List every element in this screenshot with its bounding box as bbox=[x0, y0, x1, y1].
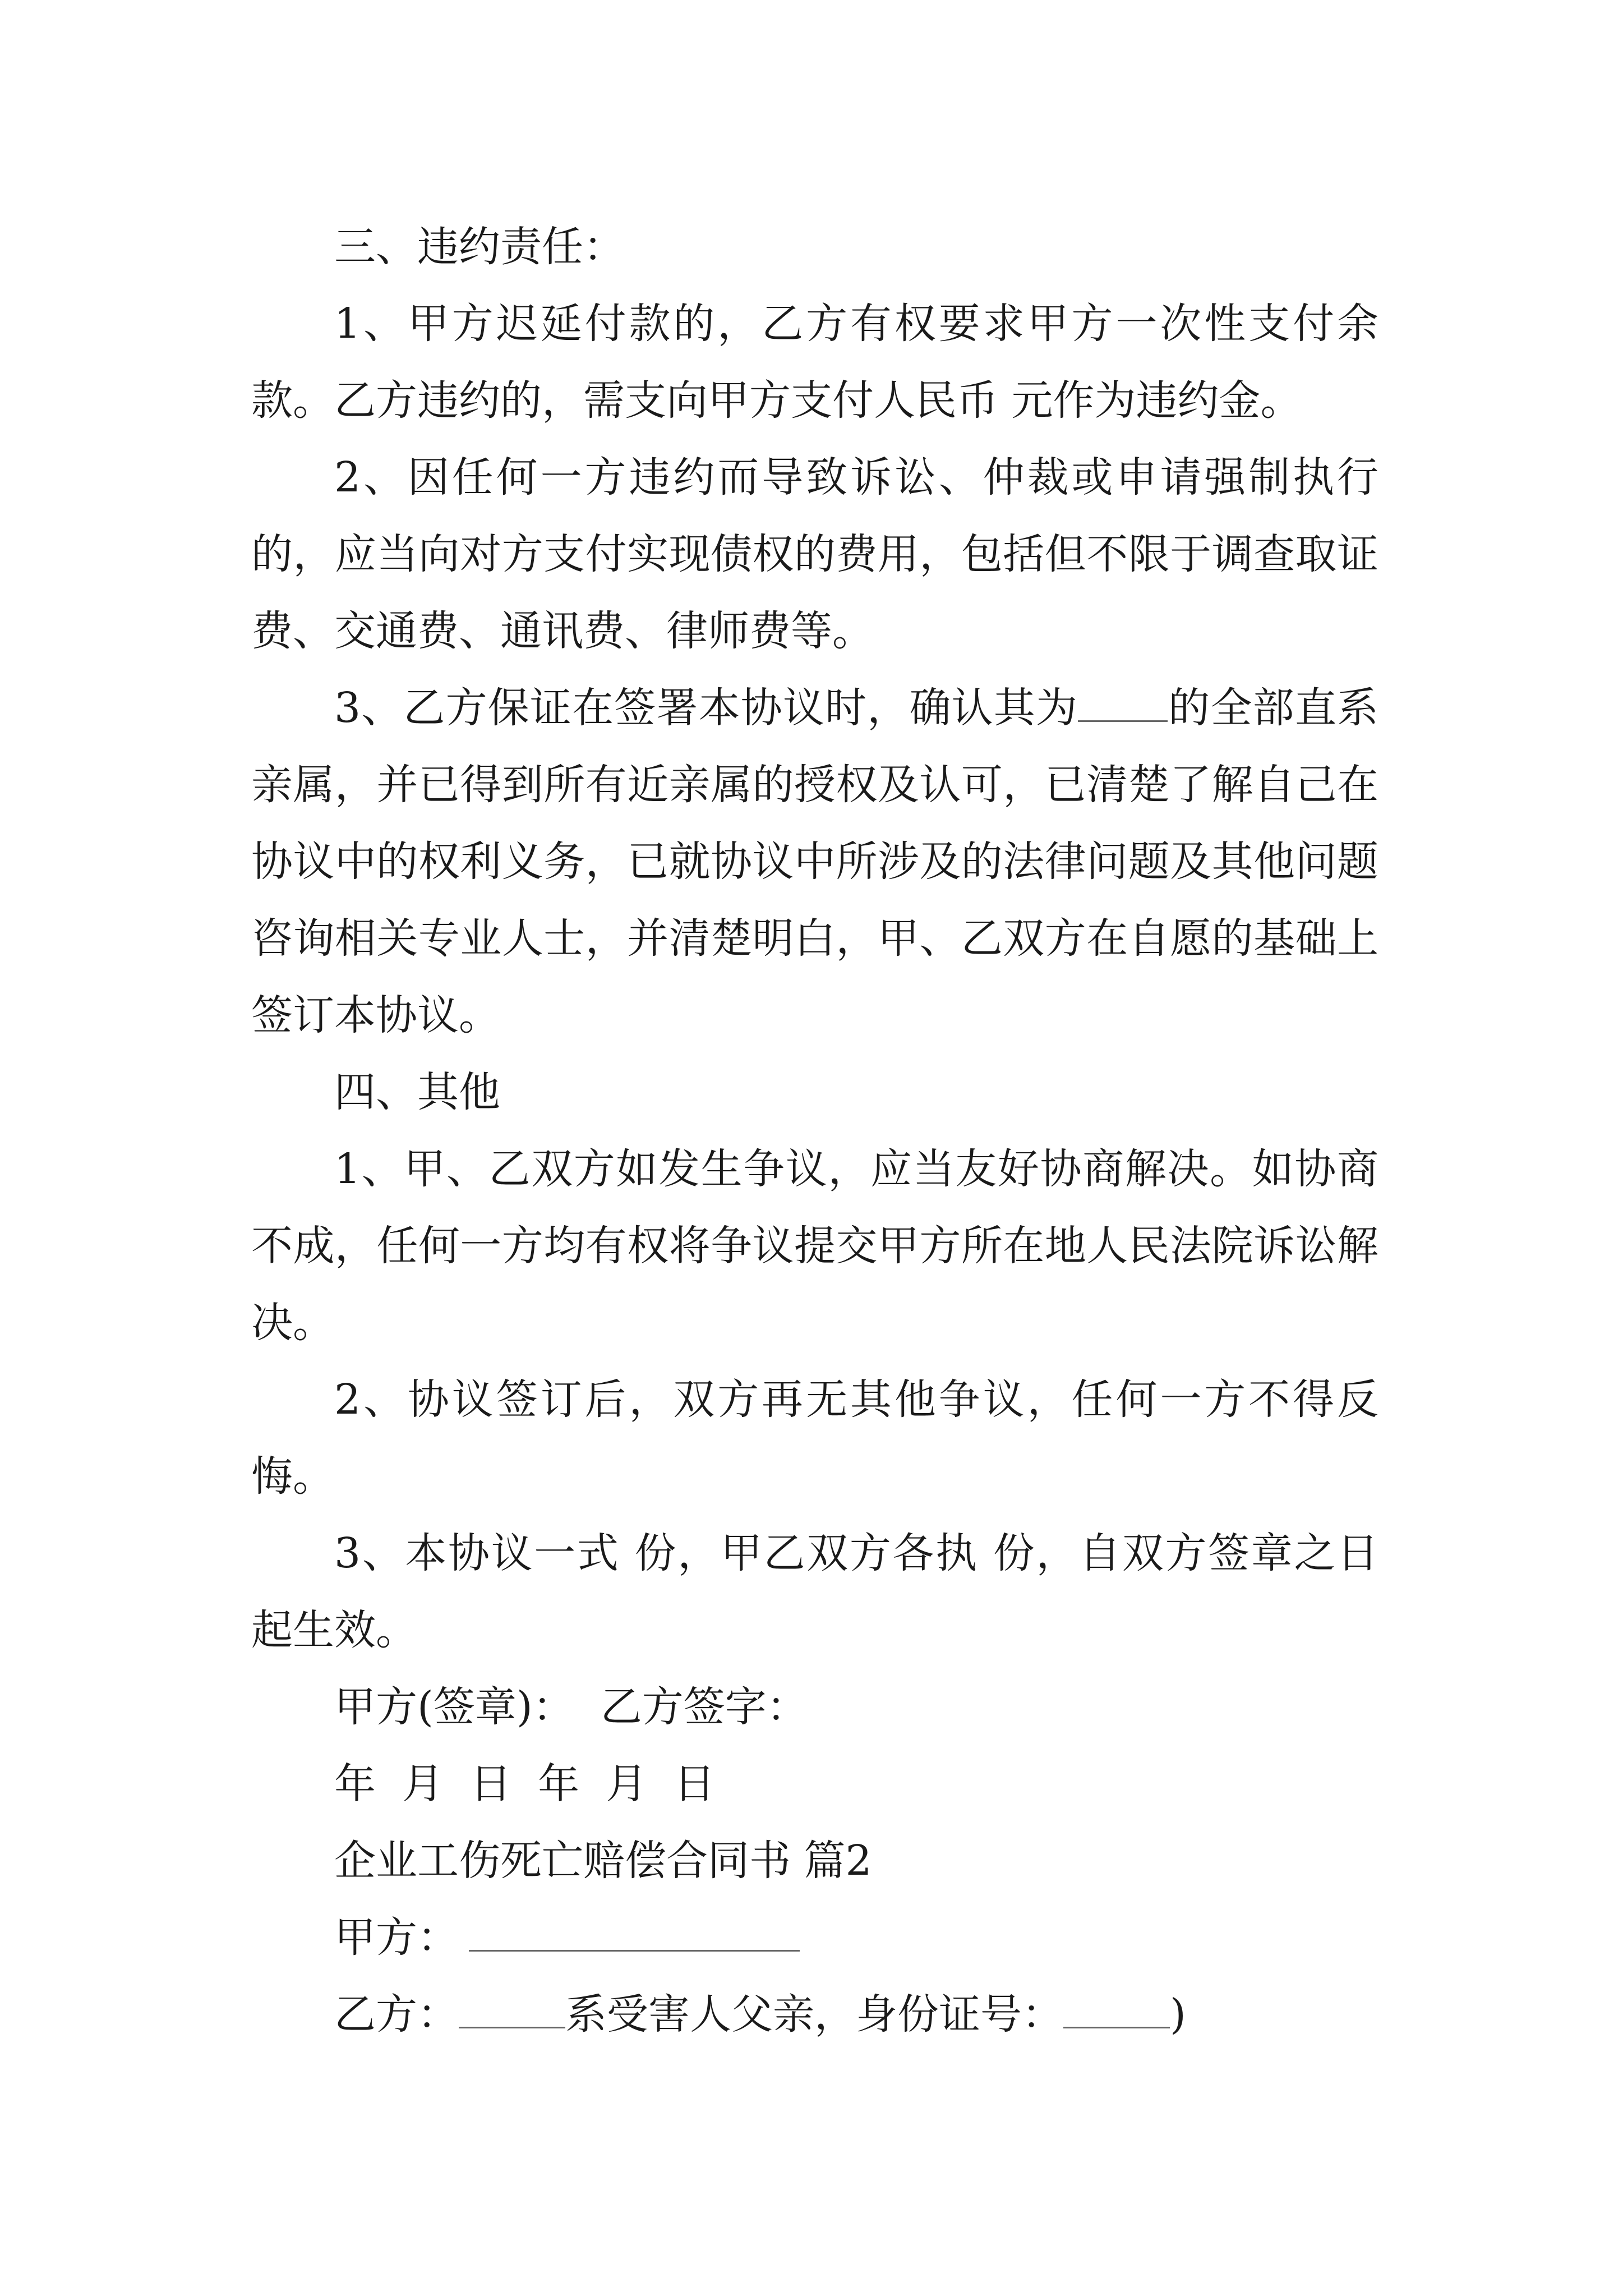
breach-clause-3 bbox=[251, 670, 1378, 1054]
breach-clause-2: 2、因任何一方违约而导致诉讼、仲裁或申请强制执行的，应当向对方支付实现债权的费用，包括但不限于调查取证费、交通费、通讯费、律师费等。 bbox=[251, 453, 1378, 655]
breach-clause-1: 1、甲方迟延付款的，乙方有权要求甲方一次性支付余款。乙方违约的，需支向甲方支付人民币 元作为违约金。 bbox=[251, 300, 1378, 425]
party-b-line bbox=[251, 1976, 1378, 2053]
other-clause-1: 1、甲、乙双方如发生争议，应当友好协商解决。如协商不成，任何一方均有权将争议提交甲方所在地人民法院诉讼解决。 bbox=[251, 1145, 1378, 1347]
section-heading-other: 四、其他 bbox=[334, 1068, 500, 1116]
other-clause-3: 3、本协议一式 份，甲乙双方各执 份，自双方签章之日起生效。 bbox=[251, 1529, 1378, 1654]
document-body bbox=[251, 209, 1378, 2053]
party-a-blank bbox=[469, 1916, 800, 1952]
section-heading-breach: 三、违约责任： bbox=[334, 223, 625, 271]
next-contract-title: 企业工伤死亡赔偿合同书 篇2 bbox=[334, 1837, 872, 1885]
party-b-name-blank bbox=[459, 1993, 565, 2028]
party-b-closing: ) bbox=[1170, 1990, 1186, 2039]
signature-line: 甲方(签章)： 乙方签字： bbox=[334, 1683, 808, 1731]
other-clause-2: 2、协议签订后，双方再无其他争议，任何一方不得反悔。 bbox=[251, 1375, 1378, 1501]
party-b-relation-text: 系受害人父亲，身份证号： bbox=[565, 1990, 1063, 2039]
party-b-label: 乙方： bbox=[334, 1990, 459, 2039]
breach-clause-3-start: 3、乙方保证在签署本协议时，确认其为 bbox=[334, 684, 1078, 732]
breach-clause-3-rest: 的全部直系亲属，并已得到所有近亲属的授权及认可，已清楚了解自己在协议中的权利义务，已就协议中所涉及的法律问题及其他问题咨询相关专业人士，并清楚明白，甲、乙双方在自愿的基础上签订本协议。 bbox=[251, 684, 1378, 1039]
blank-deceased-name bbox=[1078, 687, 1168, 722]
party-a-label: 甲方： bbox=[334, 1913, 459, 1962]
party-a-line bbox=[251, 1899, 1378, 1976]
signature-date-line: 年 月 日 年 月 日 bbox=[334, 1760, 716, 1808]
party-b-id-blank bbox=[1063, 1993, 1170, 2028]
